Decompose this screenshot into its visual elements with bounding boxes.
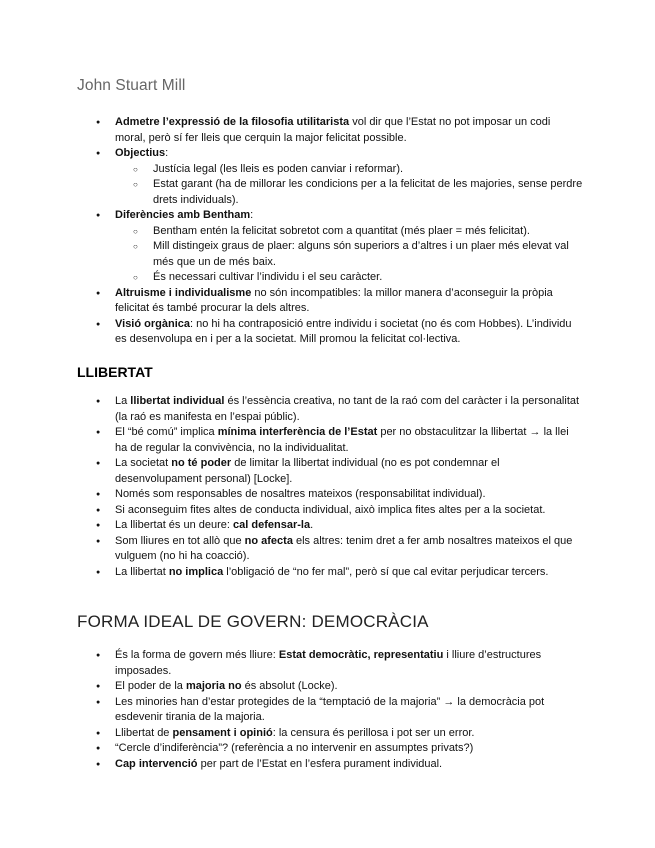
- item-text: .: [310, 519, 314, 531]
- item-text: i lliure d’estructures imposades.: [115, 649, 542, 677]
- item-bold: pensament i opinió: [172, 726, 273, 739]
- sub-list: [115, 224, 583, 286]
- item-text: és absolut (Locke).: [241, 680, 338, 692]
- section-llibertat-list: [0, 394, 655, 580]
- item-text: Només som responsables de nosaltres mateixos (responsabilitat individual).: [115, 488, 486, 500]
- list-item: [0, 317, 655, 348]
- item-text: :: [165, 147, 169, 159]
- item-text: Si aconseguim fites altes de conducta individual, això implica fites altes per a la societat.: [115, 503, 546, 516]
- item-text: La llibertat és un deure:: [115, 519, 234, 531]
- list-item: [0, 286, 655, 317]
- list-item: [0, 518, 655, 534]
- list-item: [0, 679, 655, 695]
- item-bold: no té poder: [171, 457, 232, 469]
- item-text: La societat: [115, 457, 172, 469]
- section-democracia-list: [0, 648, 655, 772]
- item-bold: mínima interferència de l’Estat: [217, 426, 378, 438]
- item-text: El “bé comú” implica: [115, 426, 218, 438]
- item-text: de limitar la llibertat individual (no es pot condemnar el desenvolupament personal) [Locke].: [115, 457, 500, 485]
- section-mill-list: [0, 115, 655, 348]
- item-bold: Diferències amb Bentham: [115, 209, 251, 221]
- item-bold: llibertat individual: [130, 395, 225, 407]
- item-text: els altres: tenim dret a fer amb nosaltres mateixos el que vulguem (no hi ha coacció).: [115, 534, 573, 562]
- item-bold: Altruisme i individualisme: [115, 286, 252, 299]
- item-bold: Cap intervenció: [115, 757, 198, 770]
- item-text: Som lliures en tot allò que: [115, 534, 245, 547]
- item-text: La: [115, 395, 131, 407]
- sub-list-item: ○ Mill distingeix graus de plaer: alguns són superiors a d’altres i un plaer més elevat val més que un de més baix.: [115, 239, 583, 270]
- sub-list-item: ○ Estat garant (ha de millorar les condicions per a la felicitat de les majories, sense perdre drets individuals).: [115, 177, 583, 208]
- list-item: [0, 425, 655, 456]
- sub-list-item: ○ Justícia legal (les lleis es poden canviar i reformar).: [115, 162, 583, 178]
- document-title: John Stuart Mill: [77, 77, 186, 94]
- list-item: [0, 456, 655, 487]
- section-heading-llibertat: LLIBERTAT: [77, 364, 153, 380]
- item-bold: cal defensar-la: [233, 519, 311, 531]
- item-bold: Admetre l’expressió de la filosofia utilitarista: [115, 116, 350, 128]
- list-item: [0, 726, 655, 742]
- item-text: :: [250, 209, 254, 221]
- item-bold: no afecta: [244, 534, 293, 547]
- sub-list-item: ○ Bentham entén la felicitat sobretot com a quantitat (més plaer = més felicitat).: [115, 224, 583, 240]
- list-item: [0, 146, 655, 208]
- list-item: [0, 695, 655, 726]
- item-text: : la censura és perillosa i pot ser un error.: [272, 726, 475, 739]
- item-text: l’obligació de “no fer mal”, però sí que cal evitar perjudicar tercers.: [223, 565, 549, 578]
- item-text: per no obstaculitzar la llibertat → la llei ha de regular la convivència, no la individualitat.: [115, 426, 569, 454]
- item-text: : no hi ha contraposició entre individu i societat (no és com Hobbes). L’individu es desenvolupa en i per a la societat. Mill promou la felicitat col·lectiva.: [115, 317, 572, 345]
- item-bold: no implica: [168, 565, 224, 578]
- item-text: per part de l’Estat en l’esfera purament individual.: [197, 757, 443, 770]
- list-item: [0, 487, 655, 503]
- item-text: És la forma de govern més lliure:: [115, 649, 279, 661]
- item-bold: majoria no: [185, 680, 242, 692]
- list-item: [0, 757, 655, 773]
- section-heading-democracia: FORMA IDEAL DE GOVERN: DEMOCRÀCIA: [77, 612, 429, 631]
- item-text: no són incompatibles: la millor manera d’aconseguir la pròpia felicitat és també procurar la dels altres.: [115, 286, 553, 314]
- sub-list: [115, 162, 583, 209]
- list-item: [0, 394, 655, 425]
- sub-list-item: ○ És necessari cultivar l’individu i el seu caràcter.: [115, 270, 583, 286]
- item-text: “Cercle d’indiferència”? (referència a no intervenir en assumptes privats?): [115, 742, 474, 754]
- list-item: [0, 741, 655, 757]
- item-bold: Estat democràtic, representatiu: [278, 649, 444, 661]
- list-item: [0, 534, 655, 565]
- item-bold: Objectius: [115, 147, 166, 159]
- item-text: vol dir que l’Estat no pot imposar un codi moral, però sí fer lleis que cerquin la major felicitat possible.: [115, 116, 551, 144]
- list-item: [0, 115, 655, 146]
- item-bold: Visió orgànica: [115, 317, 190, 330]
- item-text: El poder de la: [115, 680, 186, 692]
- list-item: [0, 503, 655, 519]
- item-text: és l’essència creativa, no tant de la raó com del caràcter i la personalitat (la raó es manifesta en l’espai públic).: [115, 395, 580, 423]
- list-item: [0, 208, 655, 286]
- item-text: La llibertat: [115, 565, 169, 578]
- item-text: Llibertat de: [115, 726, 173, 739]
- item-text: Les minories han d’estar protegides de la “temptació de la majoria” → la democràcia pot esdevenir tirania de la majoria.: [115, 695, 545, 723]
- list-item: [0, 565, 655, 581]
- list-item: [0, 648, 655, 679]
